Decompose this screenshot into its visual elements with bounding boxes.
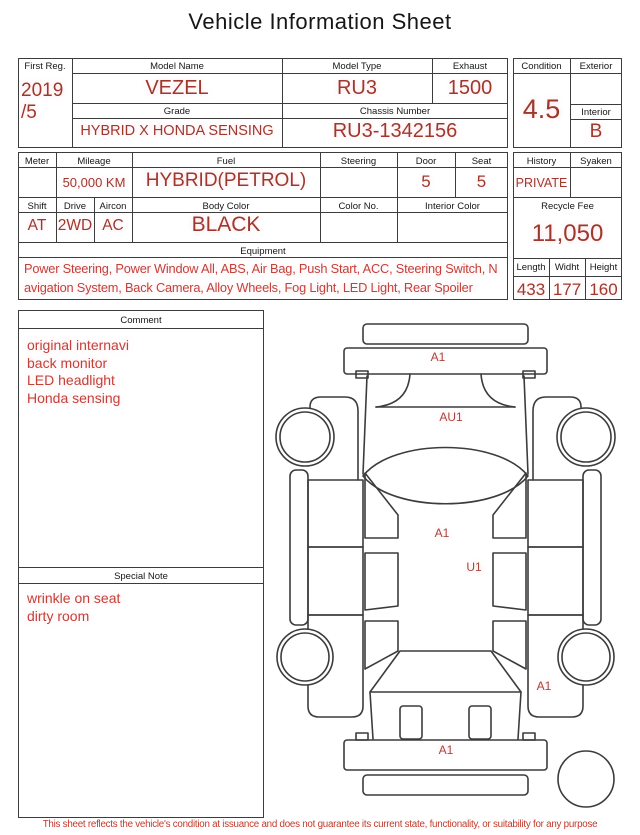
- hood-left-edge: [363, 376, 367, 474]
- color-no-label: Color No.: [338, 201, 379, 212]
- grade-label: Grade: [163, 106, 191, 117]
- front-right-wheel-inner: [561, 412, 611, 462]
- table-divider: [18, 328, 264, 329]
- grade-value: HYBRID X HONDA SENSING: [80, 123, 274, 139]
- height-value: 160: [589, 280, 618, 299]
- special-note-text: [27, 590, 257, 625]
- first-reg-value: [21, 80, 73, 124]
- mileage-label: Mileage: [77, 156, 111, 167]
- body-color-value: BLACK: [191, 213, 261, 236]
- table-divider: [513, 197, 622, 198]
- left-headlight-arc: [376, 374, 410, 407]
- table-divider: [18, 197, 508, 198]
- rear-bumper-right-tab: [523, 733, 535, 740]
- interior-value: B: [589, 121, 603, 142]
- condition-label: Condition: [521, 61, 562, 72]
- table-divider: [570, 119, 622, 120]
- length-value: 433: [516, 280, 546, 299]
- comment-line: Honda sensing: [27, 389, 121, 406]
- front-right-door: [528, 480, 583, 547]
- condition-value: 4.5: [522, 94, 561, 124]
- model-name-value: VEZEL: [145, 77, 209, 99]
- exhaust-label: Exhaust: [452, 61, 488, 72]
- rear-left-window: [365, 553, 398, 610]
- seat-label: Seat: [471, 156, 492, 167]
- comment-text: [27, 337, 257, 407]
- meter-label: Meter: [24, 156, 50, 167]
- body-color-label: Body Color: [202, 201, 250, 212]
- aircon-value: AC: [102, 217, 124, 234]
- fuel-value: HYBRID(PETROL): [145, 170, 307, 191]
- rear-lower-strip: [363, 775, 528, 795]
- comment-line: original internavi: [27, 337, 129, 353]
- rear-window-outline: [370, 651, 521, 692]
- width-label: Widht: [554, 262, 580, 273]
- fuel-label: Fuel: [216, 156, 236, 167]
- front-grille-strip: [363, 324, 528, 344]
- aircon-label: Aircon: [99, 201, 127, 212]
- model-type-value: RU3: [336, 77, 377, 99]
- length-label: Length: [516, 262, 546, 273]
- hood-right-edge: [524, 376, 528, 474]
- damage-label-rear-right-quarter: A1: [536, 679, 552, 693]
- damage-label-front-bumper: A1: [430, 350, 446, 364]
- first-reg-label: First Reg.: [24, 61, 66, 72]
- seat-value: 5: [476, 172, 487, 191]
- right-rocker-panel: [583, 470, 601, 625]
- drive-label: Drive: [63, 201, 87, 212]
- first-reg-month: /5: [21, 102, 37, 123]
- damage-label-rear-roof: U1: [466, 560, 482, 574]
- drive-value: 2WD: [57, 217, 93, 234]
- chassis-value: RU3-1342156: [332, 120, 458, 142]
- table-divider: [18, 567, 264, 568]
- equipment-label: Equipment: [240, 246, 286, 257]
- table-divider: [513, 73, 622, 74]
- door-value: 5: [421, 172, 431, 191]
- interior-color-label: Interior Color: [425, 201, 480, 212]
- rear-right-door: [528, 547, 583, 615]
- front-left-door: [308, 480, 363, 547]
- right-headlight-arc: [481, 374, 515, 407]
- rear-left-wheel-inner: [281, 633, 329, 681]
- rear-bumper-left-tab: [356, 733, 368, 740]
- table-divider: [570, 104, 622, 105]
- syaken-label: Syaken: [580, 156, 612, 167]
- chassis-label: Chassis Number: [359, 106, 431, 117]
- windshield-outline: [363, 448, 528, 504]
- spare-tire: [558, 751, 614, 807]
- special-note-line: dirty room: [27, 607, 90, 624]
- comment-label: Comment: [120, 315, 162, 326]
- disclaimer: This sheet reflects the vehicle's condition at issuance and does not guarantee its current state, functionality, or suitability for any purpose: [42, 819, 598, 830]
- damage-label-roof: A1: [434, 526, 450, 540]
- tailgate-left-edge: [370, 692, 373, 739]
- exhaust-value: 1500: [447, 77, 493, 99]
- page-title: Vehicle Information Sheet: [188, 9, 452, 34]
- right-tail-light: [469, 706, 491, 739]
- rear-right-wheel-inner: [562, 633, 610, 681]
- table-divider: [513, 276, 622, 277]
- special-note-label: Special Note: [114, 571, 168, 582]
- equipment-value: Power Steering, Power Window All, ABS, Air Bag, Push Start, ACC, Steering Switch, Navigation System, Back Camera, Alloy Wheels, Fog Light, LED Light, Rear Spoiler: [24, 261, 498, 295]
- front-left-wheel-inner: [280, 412, 330, 462]
- tailgate-right-edge: [518, 692, 521, 739]
- damage-label-rear-bumper: A1: [438, 743, 454, 757]
- table-divider: [72, 118, 508, 119]
- car-outline-svg: [270, 310, 640, 810]
- rear-right-window: [493, 553, 526, 610]
- table-divider: [18, 242, 508, 243]
- left-rocker-panel: [290, 470, 308, 625]
- rear-left-door: [308, 547, 363, 615]
- mileage-value: 50,000 KM: [62, 175, 126, 190]
- table-divider: [72, 103, 508, 104]
- damage-label-hood: AU1: [439, 410, 463, 424]
- history-value: PRIVATE: [515, 176, 568, 190]
- comment-line: back monitor: [27, 354, 108, 371]
- interior-label: Interior: [581, 107, 611, 118]
- recycle-fee-label: Recycle Fee: [541, 201, 594, 212]
- table-divider: [18, 583, 264, 584]
- first-reg-year: 2019: [21, 80, 64, 101]
- table-divider: [513, 258, 622, 259]
- exterior-label: Exterior: [579, 61, 613, 72]
- comment-line: LED headlight: [27, 372, 115, 388]
- left-tail-light: [400, 706, 422, 739]
- shift-value: AT: [27, 217, 47, 234]
- width-value: 177: [552, 280, 582, 299]
- history-label: History: [526, 156, 557, 167]
- special-note-line: wrinkle on seat: [27, 590, 121, 606]
- model-type-label: Model Type: [332, 61, 382, 72]
- door-label: Door: [415, 156, 437, 167]
- shift-label: Shift: [27, 201, 47, 212]
- height-label: Height: [589, 262, 618, 273]
- table-divider: [72, 73, 508, 74]
- steering-label: Steering: [340, 156, 377, 167]
- model-name-label: Model Name: [150, 61, 204, 72]
- car-damage-diagram: [270, 310, 640, 810]
- recycle-fee-value: 11,050: [531, 220, 604, 247]
